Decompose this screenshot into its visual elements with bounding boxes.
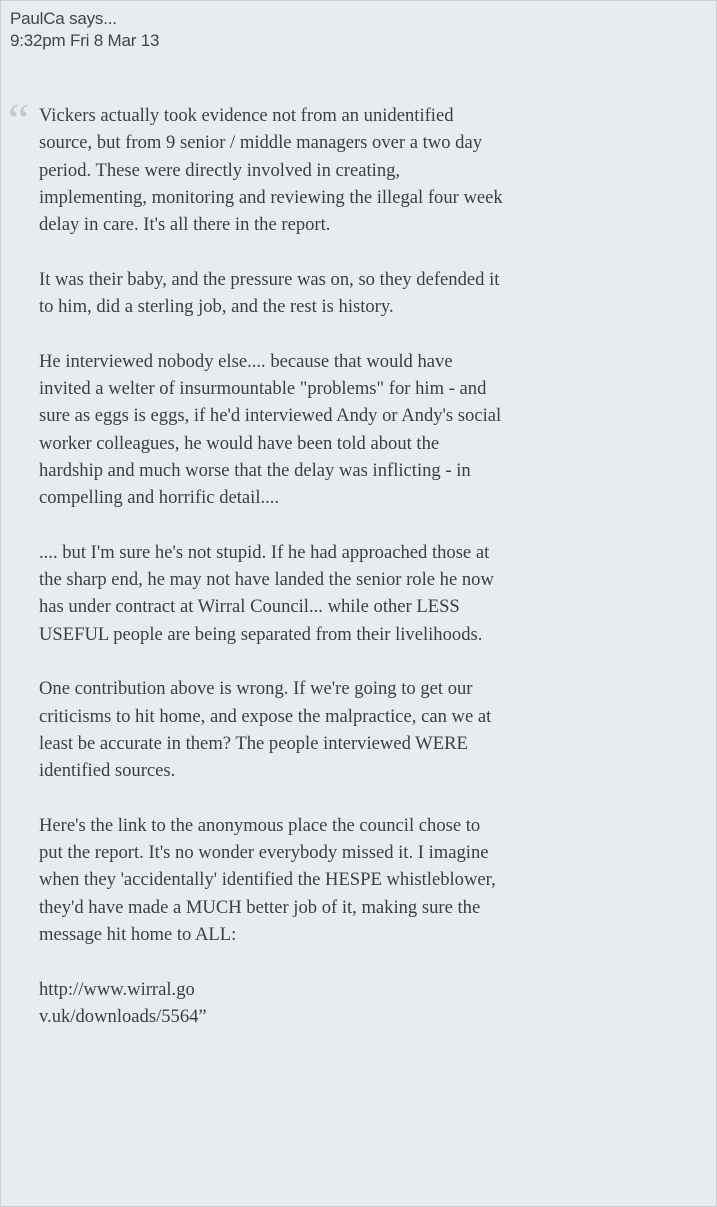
comment-author: PaulCa says... <box>10 9 117 28</box>
comment-header <box>10 8 159 52</box>
comment-body <box>39 102 714 1030</box>
comment-paragraph: It was their baby, and the pressure was on, so they defended it to him, did a sterling job, and the rest is history. <box>39 268 500 318</box>
report-link-text: http://www.wirral.go v.uk/downloads/5564” <box>39 978 207 1027</box>
comment-paragraph: .... but I'm sure he's not stupid. If he had approached those at the sharp end, he may not have landed the senior role he now has under contract at Wirral Council... while other LESS USEFUL people are being separated from their livelihoods. <box>39 541 494 645</box>
open-quote-icon: “ <box>8 94 26 147</box>
comment-paragraph: He interviewed nobody else.... because that would have invited a welter of insurmountable "problems" for him - and sure as eggs is eggs, if he'd interviewed Andy or Andy's social worker colleagues, he would have been told about the hardship and much worse that the delay was inflicting - in compelling and horrific detail.... <box>39 350 502 509</box>
comment-paragraph: Vickers actually took evidence not from an unidentified source, but from 9 senior / middle managers over a two day period. These were directly involved in creating, implementing, monitoring and reviewing the illegal four week delay in care. It's all there in the report. <box>39 105 503 236</box>
comment-timestamp: 9:32pm Fri 8 Mar 13 <box>10 31 160 50</box>
comment-paragraph: One contribution above is wrong. If we're going to get our criticisms to hit home, and expose the malpractice, can we at least be accurate in them? The people interviewed WERE identified sources. <box>39 678 492 782</box>
comment-paragraph: Here's the link to the anonymous place the council chose to put the report. It's no wonder everybody missed it. I imagine when they 'accidentally' identified the HESPE whistleblower, they'd have made a MUCH better job of it, making sure the message hit home to ALL: <box>39 814 496 945</box>
